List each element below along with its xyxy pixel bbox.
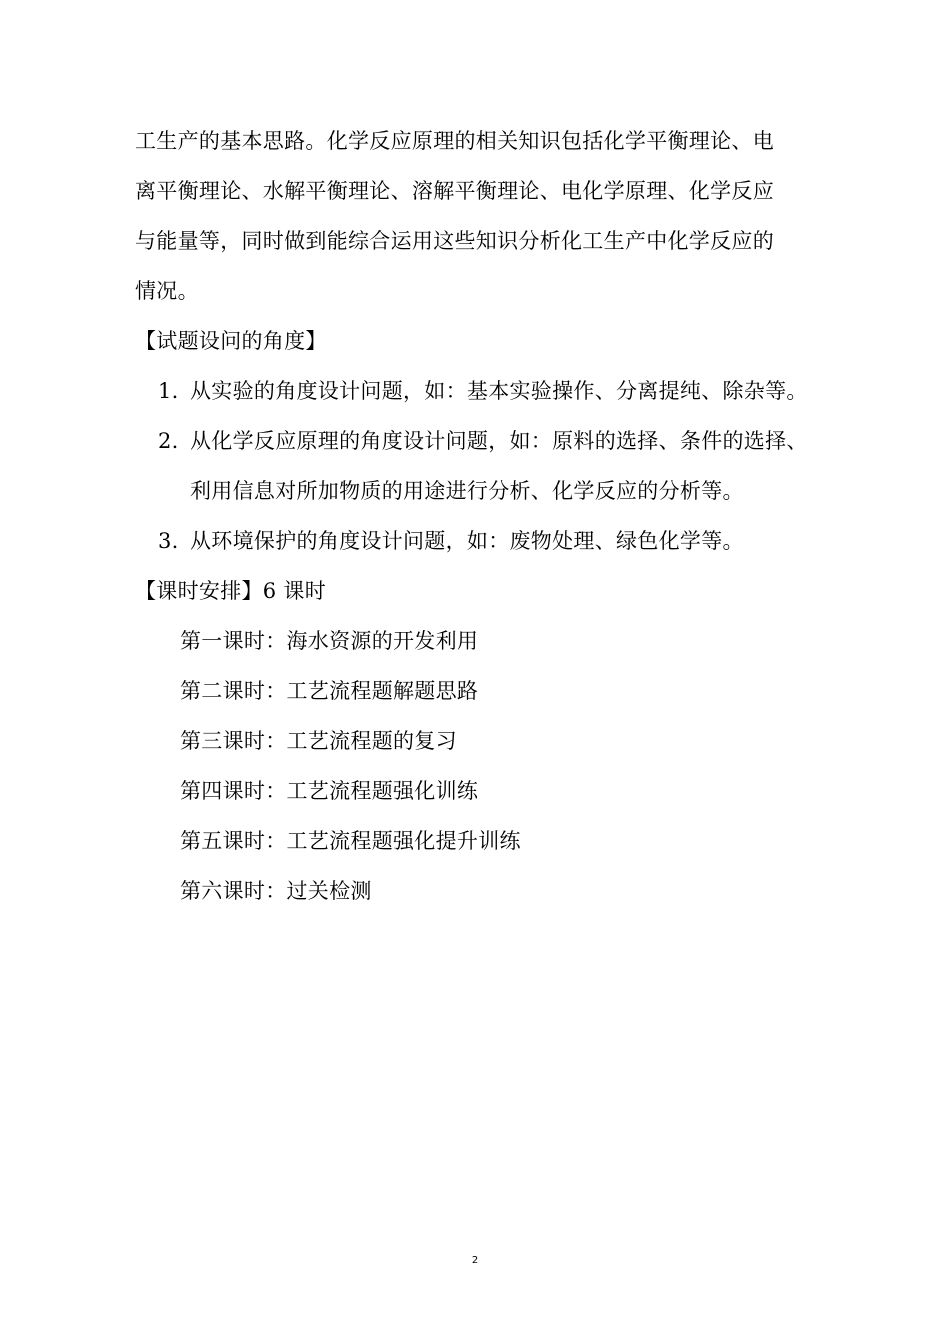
lesson-item-2: 第二课时：工艺流程题解题思路 [180,679,479,703]
intro-line-1: 工生产的基本思路。化学反应原理的相关知识包括化学平衡理论、电 [135,129,774,153]
lesson-item-3: 第三课时：工艺流程题的复习 [180,729,457,753]
intro-line-2: 离平衡理论、水解平衡理论、溶解平衡理论、电化学原理、化学反应 [135,179,774,203]
list-item-text-3: 从环境保护的角度设计问题，如：废物处理、绿色化学等。 [190,529,744,553]
lesson-item-6: 第六课时：过关检测 [180,879,372,903]
list-item-text-2a: 从化学反应原理的角度设计问题，如：原料的选择、条件的选择、 [190,429,808,453]
lesson-item-4: 第四课时：工艺流程题强化训练 [180,779,479,803]
list-item-text-1: 从实验的角度设计问题，如：基本实验操作、分离提纯、除杂等。 [190,379,808,403]
list-item-number-1: 1. [158,379,179,403]
list-item-number-2: 2. [158,429,179,453]
list-item-text-2b: 利用信息对所加物质的用途进行分析、化学反应的分析等。 [190,479,744,503]
lesson-item-1: 第一课时：海水资源的开发利用 [180,629,479,653]
section-heading-question-angles: 【试题设问的角度】 [135,329,327,353]
section-heading-schedule: 【课时安排】6 课时 [135,579,327,603]
list-item-number-3: 3. [158,529,179,553]
page-number: 2 [471,1255,479,1266]
intro-line-4: 情况。 [135,279,199,303]
intro-line-3: 与能量等，同时做到能综合运用这些知识分析化工生产中化学反应的 [135,229,774,253]
lesson-item-5: 第五课时：工艺流程题强化提升训练 [180,829,521,853]
